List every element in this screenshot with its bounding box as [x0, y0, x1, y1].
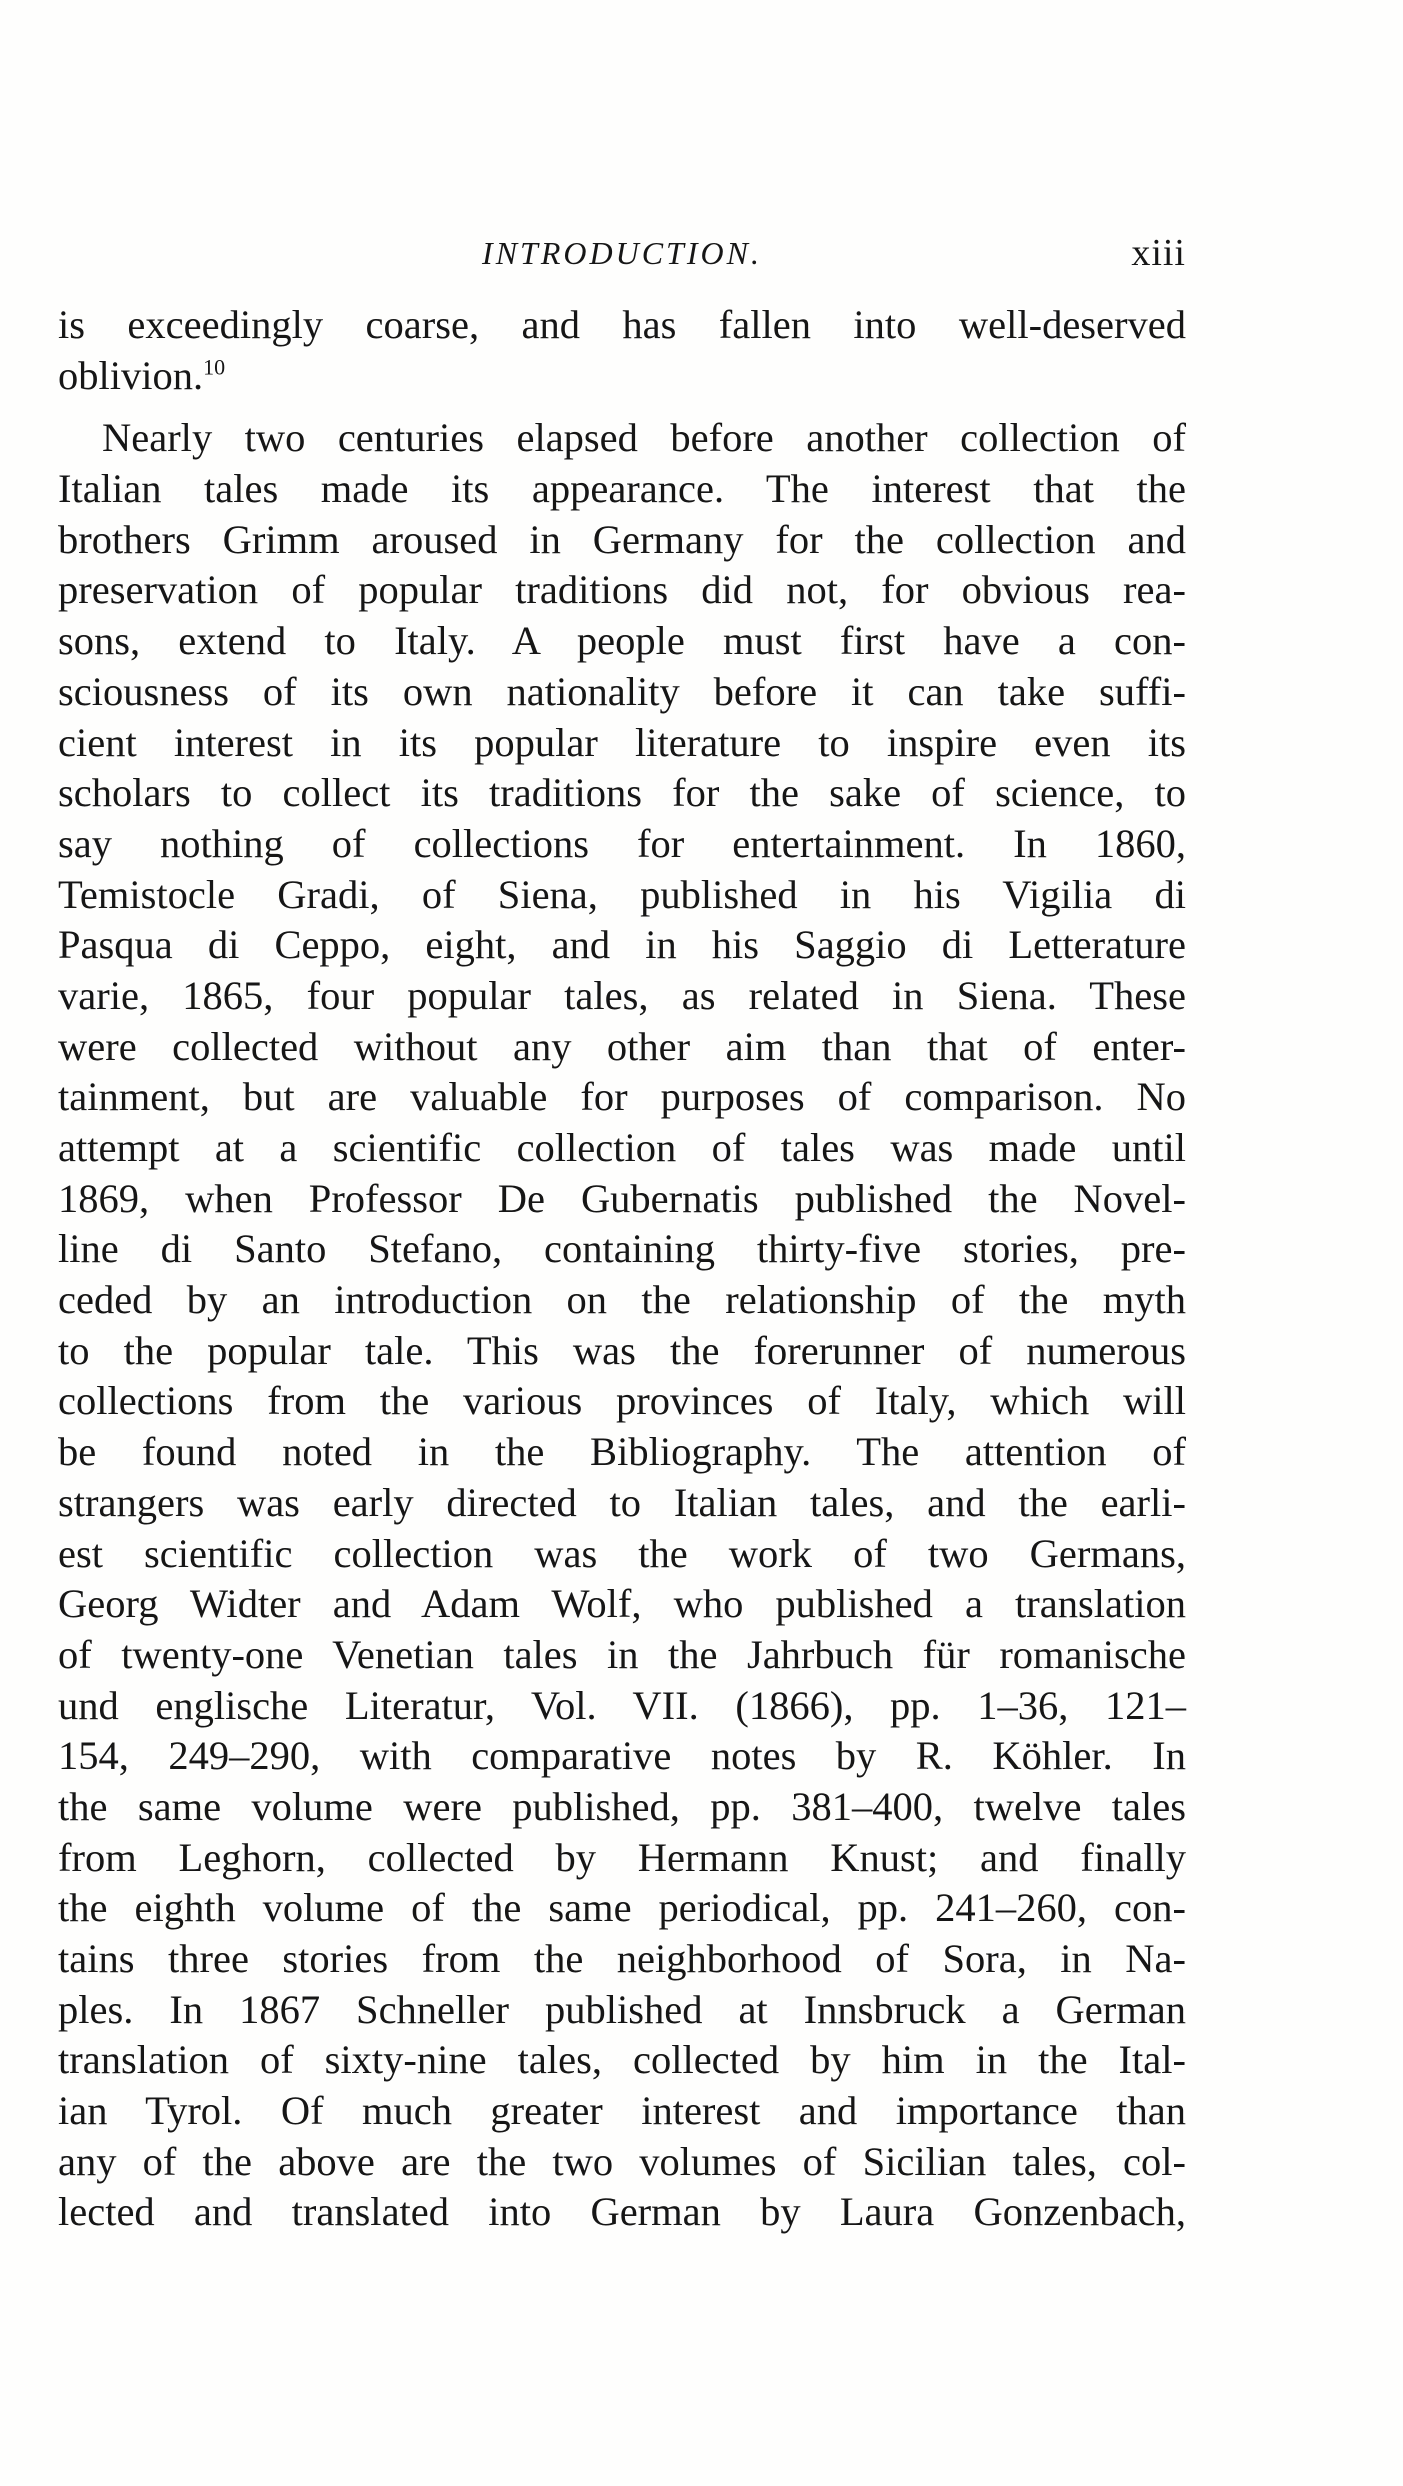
text-line: attempt at a scientific collection of tales was made until — [58, 1125, 1186, 1170]
text-line: be found noted in the Bibliography. The attention of — [58, 1429, 1186, 1475]
text-line: ceded by an introduction on the relationship of the myth — [58, 1277, 1186, 1323]
text-line: say nothing of collections for entertainment. In 1860, — [58, 820, 1186, 866]
text-line: Temistocle Gradi, of Siena, published in his Vigilia di — [58, 871, 1186, 917]
text-line: lected and translated into German by Laura Gonzenbach, — [58, 2189, 1186, 2235]
text-line: Pasqua di Ceppo, eight, and in his Saggio di Letterature — [58, 922, 1186, 968]
text-line: ples. In 1867 Schneller published at Innsbruck a German — [58, 1986, 1186, 2032]
text-line: line di Santo Stefano, containing thirty-five stories, pre- — [58, 1226, 1186, 1272]
text-line — [58, 351, 1186, 402]
text-line: preservation of popular traditions did not, for obvious rea- — [58, 567, 1186, 613]
text-line: the same volume were published, pp. 381–400, twelve tales — [58, 1783, 1186, 1829]
text-line: from Leghorn, collected by Hermann Knust; and finally — [58, 1834, 1186, 1880]
text-line: is exceedingly coarse, and has fallen into well-deserved — [58, 302, 1186, 347]
text-line: cient interest in its popular literature to inspire even its — [58, 719, 1186, 765]
text-line: 1869, when Professor De Gubernatis published the Novel- — [58, 1175, 1186, 1221]
text-line: tains three stories from the neighborhood of Sora, in Na- — [58, 1936, 1186, 1981]
text-line: Italian tales made its appearance. The interest that the — [58, 466, 1186, 512]
text-line: sciousness of its own nationality before it can take suffi- — [58, 668, 1186, 714]
running-head — [58, 230, 1186, 276]
text-line: brothers Grimm aroused in Germany for the collection and — [58, 516, 1186, 562]
text-line-content: oblivion. — [58, 352, 204, 398]
text-line: scholars to collect its traditions for the sake of science, to — [58, 770, 1186, 816]
body-text — [58, 300, 1186, 2238]
text-line: collections from the various provinces of Italy, which will — [58, 1378, 1186, 1424]
text-line: were collected without any other aim than that of enter- — [58, 1023, 1186, 1069]
paragraph-1 — [58, 300, 1186, 401]
text-line: 154, 249–290, with comparative notes by R. Köhler. In — [58, 1733, 1186, 1779]
paragraph-2 — [58, 413, 1186, 2238]
footnote-reference: 10 — [203, 354, 226, 380]
text-line: sons, extend to Italy. A people must first have a con- — [58, 618, 1186, 664]
running-title: INTRODUCTION. — [482, 235, 762, 271]
text-line: of twenty-one Venetian tales in the Jahrbuch für romanische — [58, 1631, 1186, 1677]
text-line: und englische Literatur, Vol. VII. (1866), pp. 1–36, 121– — [58, 1682, 1186, 1728]
text-line: Nearly two centuries elapsed before another collection of — [102, 415, 1186, 461]
text-line: translation of sixty-nine tales, collected by him in the Ital- — [58, 2037, 1186, 2083]
page-number: xiii — [1131, 232, 1186, 274]
text-line: est scientific collection was the work of two Germans, — [58, 1530, 1186, 1576]
text-line: to the popular tale. This was the forerunner of numerous — [58, 1327, 1186, 1373]
text-line: strangers was early directed to Italian tales, and the earli- — [58, 1479, 1186, 1525]
paragraph-gap — [58, 401, 1186, 413]
text-line: the eighth volume of the same periodical, pp. 241–260, con- — [58, 1885, 1186, 1931]
text-line: ian Tyrol. Of much greater interest and importance than — [58, 2088, 1186, 2134]
text-line: any of the above are the two volumes of Sicilian tales, col- — [58, 2138, 1186, 2184]
text-line: Georg Widter and Adam Wolf, who published a translation — [58, 1581, 1186, 1627]
text-line: tainment, but are valuable for purposes of comparison. No — [58, 1074, 1186, 1120]
text-line: varie, 1865, four popular tales, as related in Siena. These — [58, 972, 1186, 1018]
